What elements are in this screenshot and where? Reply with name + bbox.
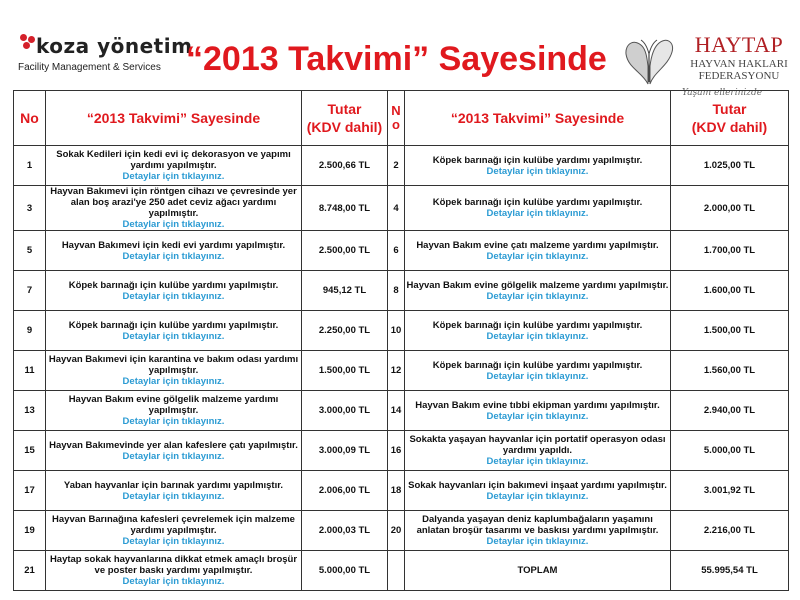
details-link[interactable]: Detaylar için tıklayınız. — [486, 456, 589, 467]
header-no: No — [14, 91, 46, 146]
header-description-right: “2013 Takvimi” Sayesinde — [405, 91, 671, 146]
row-number: 13 — [14, 391, 46, 431]
details-link[interactable]: Detaylar için tıklayınız. — [486, 330, 589, 342]
row-description: Köpek barınağı için kulübe yardımı yapılmıştır. — [68, 279, 279, 291]
details-link[interactable]: Detaylar için tıklayınız. — [486, 410, 589, 422]
row-description-cell — [405, 271, 671, 311]
row-description-cell — [405, 431, 671, 471]
row-number: 11 — [14, 351, 46, 391]
page-title: “2013 Takvimi” Sayesinde — [186, 40, 607, 78]
row-description-cell — [46, 471, 302, 511]
donations-table — [13, 90, 789, 591]
row-amount: 5.000,00 TL — [671, 431, 789, 471]
row-number: 14 — [388, 391, 405, 431]
details-link[interactable]: Detaylar için tıklayınız. — [122, 219, 225, 230]
row-description: Hayvan Bakımevinde yer alan kafeslere çatı yapılmıştır. — [49, 439, 298, 451]
row-description-cell — [405, 471, 671, 511]
header-amount-line1: Tutar — [327, 101, 362, 117]
row-description-cell — [46, 351, 302, 391]
row-description-cell — [405, 311, 671, 351]
details-link[interactable]: Detaylar için tıklayınız. — [486, 370, 589, 382]
row-description-cell — [46, 146, 302, 186]
details-link[interactable]: Detaylar için tıklayınız. — [486, 490, 589, 502]
details-link[interactable]: Detaylar için tıklayınız. — [122, 490, 225, 502]
row-number: 21 — [14, 551, 46, 591]
row-amount: 1.700,00 TL — [671, 231, 789, 271]
row-description: Hayvan Bakımevi için kedi evi yardımı yapılmıştır. — [61, 239, 286, 251]
row-description-cell — [46, 271, 302, 311]
row-description: Hayvan Bakım evine çatı malzeme yardımı yapılmıştır. — [416, 239, 659, 251]
table-row — [14, 391, 789, 431]
row-amount: 2.000,03 TL — [302, 511, 388, 551]
details-link[interactable]: Detaylar için tıklayınız. — [122, 376, 225, 387]
row-amount: 1.560,00 TL — [671, 351, 789, 391]
header-amount — [302, 91, 388, 146]
row-description: Hayvan Bakım evine gölgelik malzeme yardımı yapılmıştır. — [406, 279, 669, 291]
row-number: 20 — [388, 511, 405, 551]
row-description-cell — [405, 231, 671, 271]
row-amount: 2.940,00 TL — [671, 391, 789, 431]
header-amount-line2: (KDV dahil) — [306, 119, 383, 135]
row-amount: 2.006,00 TL — [302, 471, 388, 511]
details-link[interactable]: Detaylar için tıklayınız. — [122, 536, 225, 547]
row-description: Sokak Kedileri için kedi evi iç dekorasyon ve yapımı yardımı yapılmıştır. — [56, 149, 291, 171]
table-row — [14, 471, 789, 511]
row-description-cell — [46, 311, 302, 351]
details-link[interactable]: Detaylar için tıklayınız. — [486, 208, 589, 219]
row-number: 15 — [14, 431, 46, 471]
row-description-cell — [46, 431, 302, 471]
row-description-cell — [405, 511, 671, 551]
row-description: Hayvan Bakım evine gölgelik malzeme yardımı yapılmıştır. — [68, 394, 279, 416]
header-no-right-line2: o — [392, 117, 400, 132]
row-amount: 2.500,66 TL — [302, 146, 388, 186]
row-number: 4 — [388, 186, 405, 231]
header-amount-right-line2: (KDV dahil) — [691, 119, 768, 135]
table-row — [14, 311, 789, 351]
butterfly-hand-icon — [620, 32, 678, 88]
row-description: Köpek barınağı için kulübe yardımı yapılmıştır. — [432, 154, 643, 166]
details-link[interactable]: Detaylar için tıklayınız. — [486, 165, 589, 177]
row-description: Dalyanda yaşayan deniz kaplumbağaların yaşamını anlatan broşür tasarımı ve baskısı yardımı yapılmıştır. — [416, 514, 659, 536]
row-amount: 2.500,00 TL — [302, 231, 388, 271]
row-amount: 3.000,00 TL — [302, 391, 388, 431]
koza-logo-tagline: Facility Management & Services — [18, 62, 161, 73]
row-number: 1 — [14, 146, 46, 186]
row-number: 17 — [14, 471, 46, 511]
haytap-slogan: Yaşam ellerinizde — [682, 88, 763, 98]
koza-butterfly-icon — [18, 34, 38, 52]
table-row — [14, 146, 789, 186]
row-amount: 3.001,92 TL — [671, 471, 789, 511]
row-amount: 2.250,00 TL — [302, 311, 388, 351]
row-amount: 1.600,00 TL — [671, 271, 789, 311]
row-description-cell — [405, 351, 671, 391]
row-description: Sokak hayvanları için bakımevi inşaat yardımı yapılmıştır. — [408, 479, 667, 491]
row-number: 19 — [14, 511, 46, 551]
table-row — [14, 271, 789, 311]
haytap-subtitle-line1: HAYVAN HAKLARI — [690, 58, 788, 70]
row-number: 18 — [388, 471, 405, 511]
row-number: 5 — [14, 231, 46, 271]
row-description-cell — [405, 146, 671, 186]
row-description: Hayvan Bakımevi için karantina ve bakım odası yardımı yapılmıştır. — [48, 354, 299, 376]
row-description-cell — [46, 231, 302, 271]
table-header-row — [14, 91, 789, 146]
row-description-cell — [46, 511, 302, 551]
details-link[interactable]: Detaylar için tıklayınız. — [122, 250, 225, 262]
row-amount: 2.000,00 TL — [671, 186, 789, 231]
table-body — [14, 146, 789, 591]
row-amount: 8.748,00 TL — [302, 186, 388, 231]
table-row — [14, 511, 789, 551]
details-link[interactable]: Detaylar için tıklayınız. — [122, 171, 225, 182]
total-label: TOPLAM — [405, 551, 671, 591]
empty-cell — [388, 551, 405, 591]
row-description: Hayvan Bakım evine tıbbi ekipman yardımı yapılmıştır. — [415, 399, 660, 411]
table-row — [14, 351, 789, 391]
haytap-logo-subtitle — [680, 58, 798, 82]
details-link[interactable]: Detaylar için tıklayınız. — [122, 416, 225, 427]
header-no-right-line1: N — [391, 103, 401, 118]
row-number: 6 — [388, 231, 405, 271]
table-row — [14, 231, 789, 271]
row-description: Hayvan Bakımevi için röntgen cihazı ve çevresinde yer alan boş arazi'ye 250 adet ceviz ağacı yardımı yapılmıştır. — [50, 186, 297, 219]
row-description: Yaban hayvanlar için barınak yardımı yapılmıştır. — [63, 479, 284, 491]
details-link[interactable]: Detaylar için tıklayınız. — [486, 250, 589, 262]
haytap-logo-name: HAYTAP — [694, 32, 784, 57]
header-amount-right-line1: Tutar — [712, 101, 747, 117]
haytap-subtitle-line2: FEDERASYONU — [698, 70, 780, 82]
koza-yonetim-logo — [8, 28, 193, 78]
table-row — [14, 186, 789, 231]
row-amount: 2.216,00 TL — [671, 511, 789, 551]
details-link[interactable]: Detaylar için tıklayınız. — [122, 330, 225, 342]
details-link[interactable]: Detaylar için tıklayınız. — [486, 536, 589, 547]
row-number: 16 — [388, 431, 405, 471]
row-number: 12 — [388, 351, 405, 391]
row-description-cell — [46, 391, 302, 431]
header-description: “2013 Takvimi” Sayesinde — [46, 91, 302, 146]
row-number: 9 — [14, 311, 46, 351]
row-number: 2 — [388, 146, 405, 186]
row-amount: 1.025,00 TL — [671, 146, 789, 186]
page-header — [0, 0, 800, 98]
row-description: Sokakta yaşayan hayvanlar için portatif operasyon odası yardımı yapıldı. — [409, 434, 666, 456]
details-link[interactable]: Detaylar için tıklayınız. — [122, 450, 225, 462]
details-link[interactable]: Detaylar için tıklayınız. — [122, 576, 225, 587]
header-amount-right — [671, 91, 789, 146]
details-link[interactable]: Detaylar için tıklayınız. — [122, 290, 225, 302]
row-description: Köpek barınağı için kulübe yardımı yapılmıştır. — [68, 319, 279, 331]
koza-logo-name: koza yönetim — [36, 34, 193, 58]
header-no-right — [388, 91, 405, 146]
row-amount: 945,12 TL — [302, 271, 388, 311]
row-number: 7 — [14, 271, 46, 311]
total-value: 55.995,54 TL — [671, 551, 789, 591]
row-number: 10 — [388, 311, 405, 351]
row-number: 8 — [388, 271, 405, 311]
row-description: Köpek barınağı için kulübe yardımı yapılmıştır. — [432, 319, 643, 331]
row-amount: 1.500,00 TL — [302, 351, 388, 391]
row-description-cell — [405, 391, 671, 431]
row-amount: 3.000,09 TL — [302, 431, 388, 471]
row-description-cell — [46, 551, 302, 591]
table-row-last — [14, 551, 789, 591]
table-row — [14, 431, 789, 471]
row-amount: 5.000,00 TL — [302, 551, 388, 591]
details-link[interactable]: Detaylar için tıklayınız. — [486, 290, 589, 302]
row-amount: 1.500,00 TL — [671, 311, 789, 351]
row-description: Hayvan Barınağına kafesleri çevrelemek için malzeme yardımı yapılmıştır. — [52, 514, 295, 536]
row-description: Köpek barınağı için kulübe yardımı yapılmıştır. — [432, 359, 643, 371]
row-number: 3 — [14, 186, 46, 231]
row-description: Köpek barınağı için kulübe yardımı yapılmıştır. — [432, 197, 643, 208]
row-description-cell — [46, 186, 302, 231]
row-description: Haytap sokak hayvanlarına dikkat etmek amaçlı broşür ve poster baskı yardımı yapılmıştır. — [49, 554, 298, 576]
row-description-cell — [405, 186, 671, 231]
